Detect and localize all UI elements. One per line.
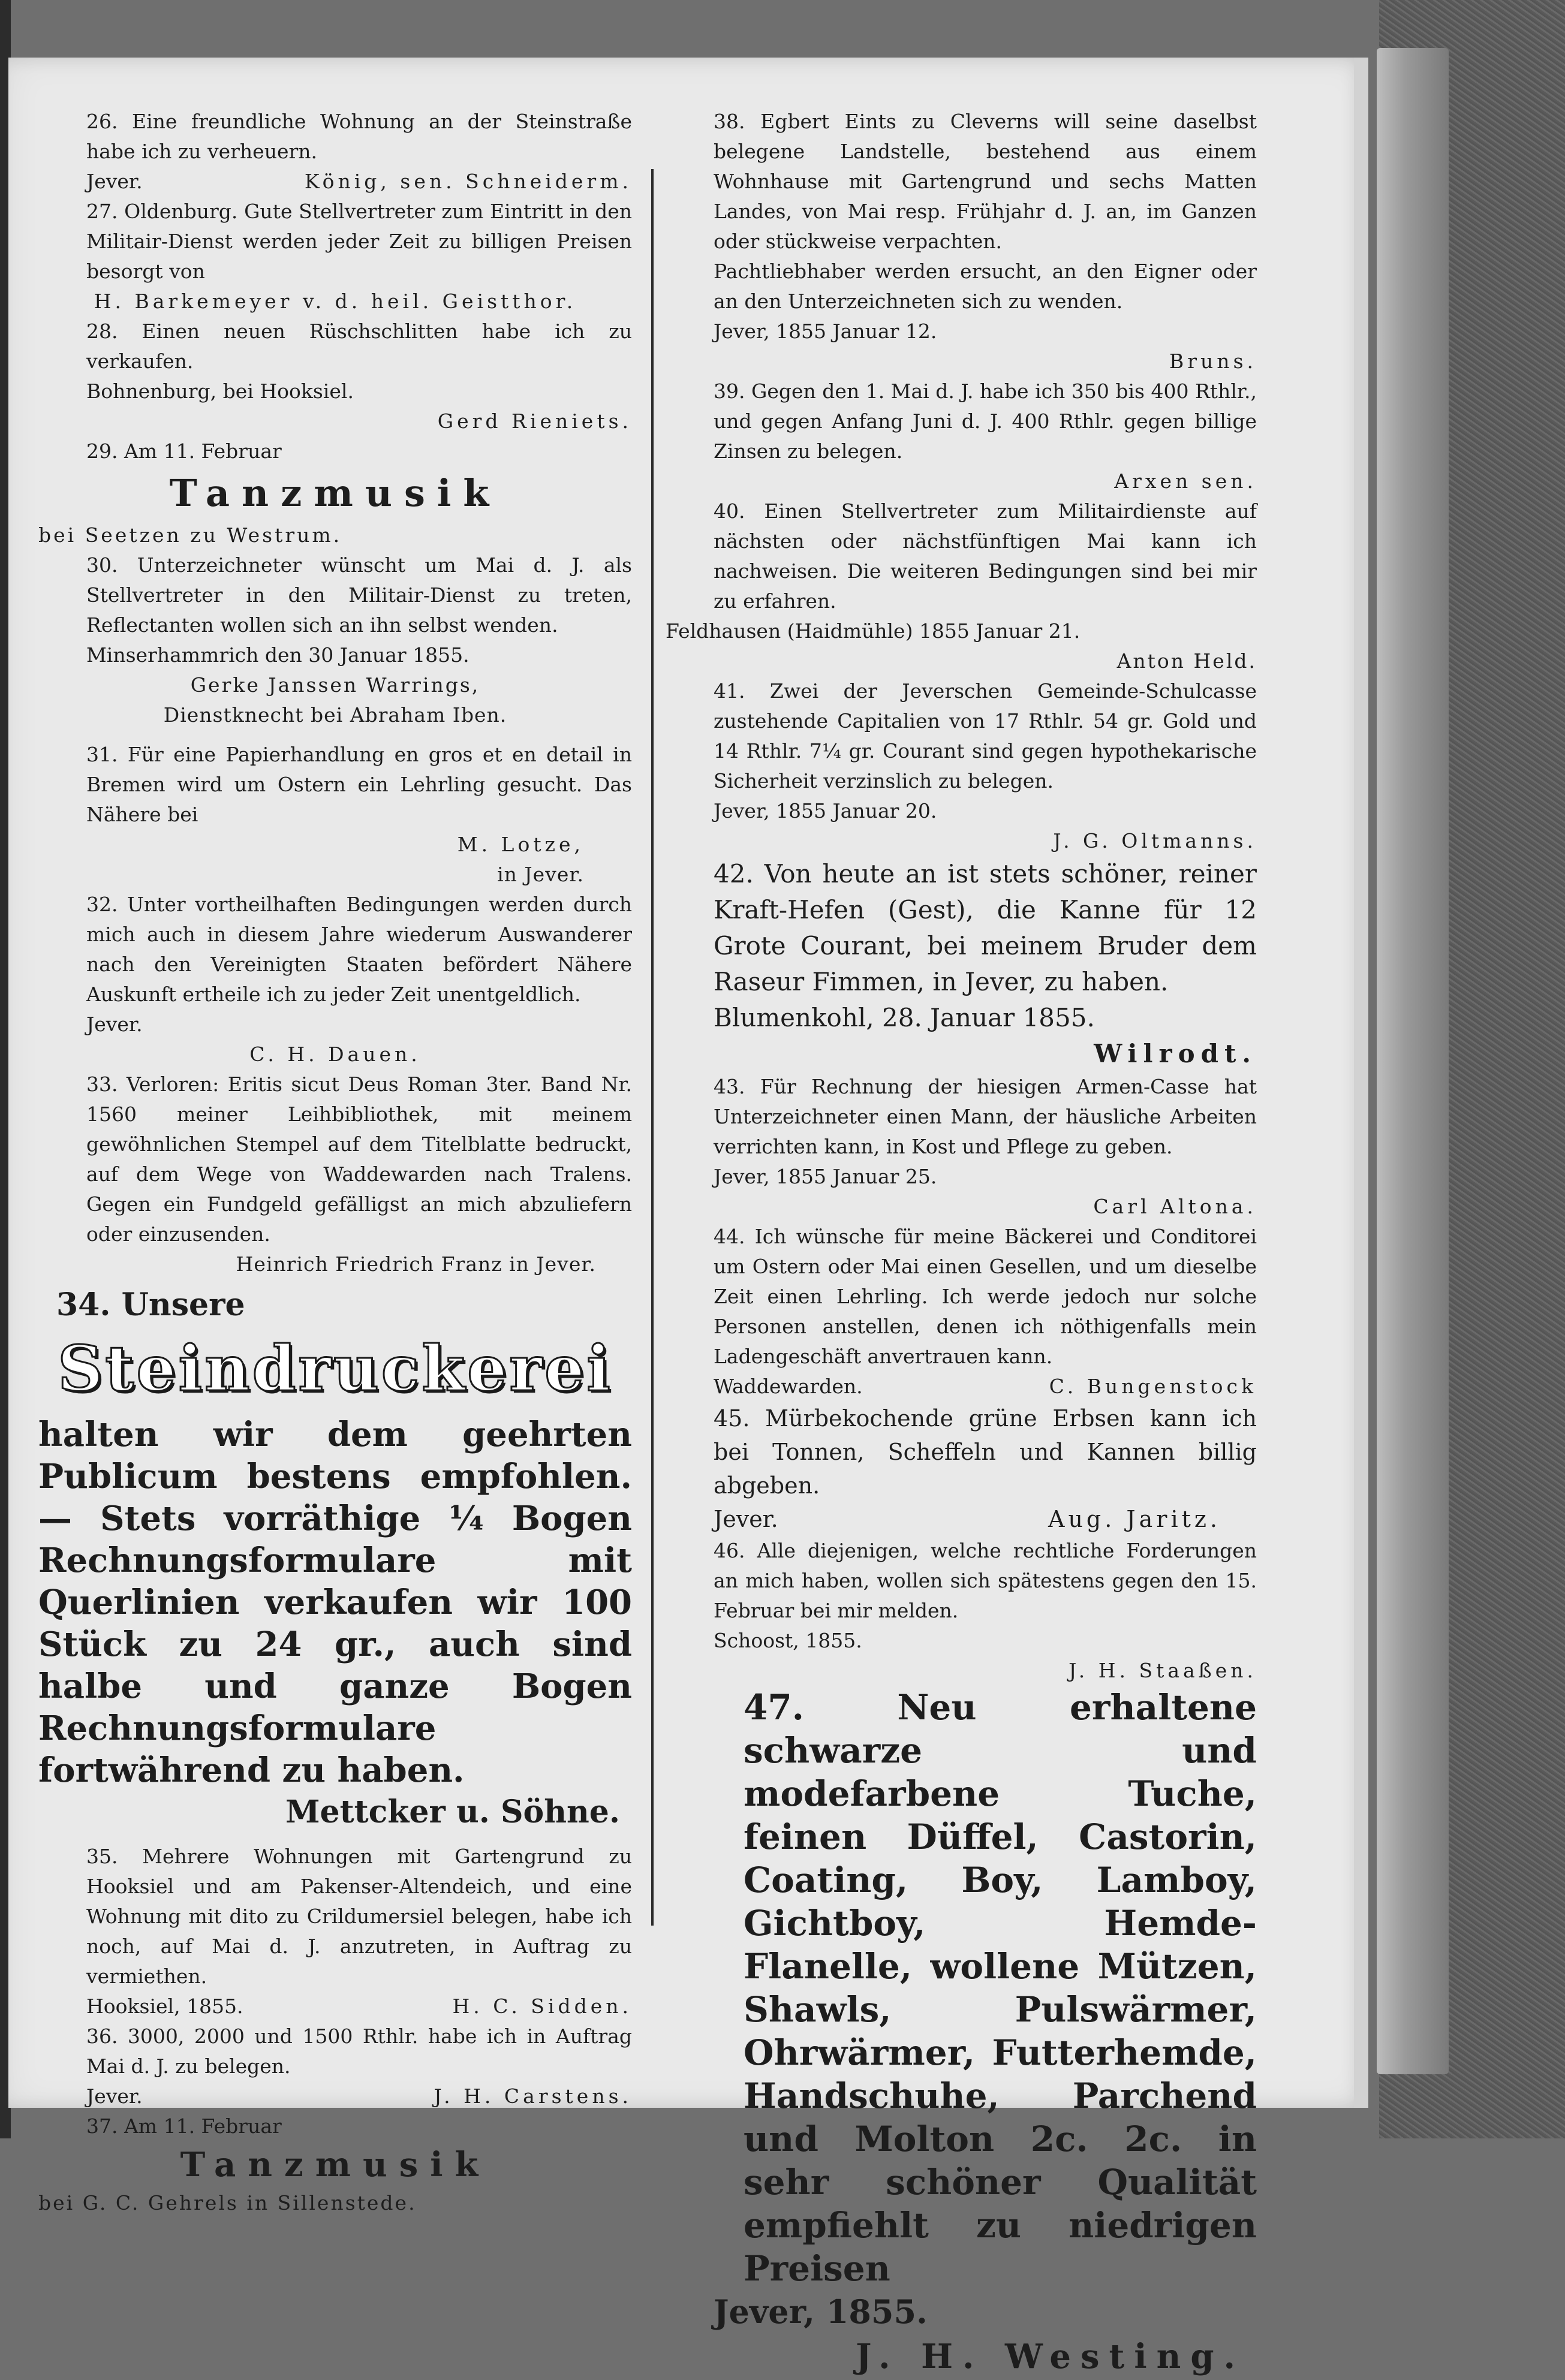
ad-37 (38, 2111, 632, 2218)
ad-42-text: 42. Von heute an ist stets schöner, reiner Kraft-Hefen (Gest), die Kanne für 12 Grote Courant, bei meinem Bruder dem Raseur Fimmen, in Jever, zu haben. (714, 859, 1257, 996)
ad-32-signature: C. H. Dauen. (249, 1043, 421, 1066)
ad-28-place: Bohnenburg, bei Hooksiel. (86, 379, 354, 403)
ad-43 (666, 1072, 1257, 1222)
ad-43-place: Jever, 1855 Januar 25. (714, 1165, 937, 1188)
right-column (666, 107, 1257, 2380)
ad-26-text: 26. Eine freundliche Wohnung an der Steinstraße habe ich zu verheuern. (86, 110, 632, 163)
ad-41-place: Jever, 1855 Januar 20. (714, 799, 937, 823)
ad-35-place: Hooksiel, 1855. (86, 1995, 243, 2018)
ad-46-text: 46. Alle diejenigen, welche rechtliche Forderungen an mich haben, wollen sich spätestens gegen den 15. Februar bei mir melden. (714, 1539, 1257, 1622)
ad-31-text: 31. Für eine Papierhandlung en gros et en detail in Bremen wird um Ostern ein Lehrling gesucht. Das Nähere bei (86, 743, 632, 826)
ad-27-text: 27. Oldenburg. Gute Stellvertreter zum Eintritt in den Militair-Dienst werden jeder Zeit zu billigen Preisen besorgt von (86, 200, 632, 283)
ad-38-place: Jever, 1855 Januar 12. (714, 320, 937, 343)
ad-45-text: 45. Mürbekochende grüne Erbsen kann ich bei Tonnen, Scheffeln und Kannen billig abgeben. (714, 1405, 1257, 1499)
ad-27 (38, 197, 632, 317)
ad-34-text: halten wir dem geehrten Publicum bestens empfohlen. — Stets vorräthige ¼ Bogen Rechnungsformulare mit Querlinien verkaufen wir 100 Stück zu 24 gr., auch sind halbe und ganze Bogen Rechnungsformulare fortwährend zu haben. (38, 1415, 632, 1790)
ad-47-text: 47. Neu erhaltene schwarze und modefarbene Tuche, feinen Düffel, Castorin, Coating, Boy, Lamboy, Gichtboy, Hemde-Flanelle, wollene Mützen, Shawls, Pulswärmer, Ohrwärmer, Futterhemde, Handschuhe, Parchend und Molton 2c. 2c. in sehr schöner Qualität empfiehlt zu niedrigen Preisen (744, 1687, 1257, 2289)
ad-44-text: 44. Ich wünsche für meine Bäckerei und Conditorei um Ostern oder Mai einen Gesellen, und um dieselbe Zeit einen Lehrling. Ich werde jedoch nur solche Personen anstellen, denen ich nöthigenfalls mein Ladengeschäft anvertrauen kann. (714, 1225, 1257, 1368)
ad-38-signature: Bruns. (1169, 350, 1257, 373)
ad-39-text: 39. Gegen den 1. Mai d. J. habe ich 350 bis 400 Rthlr., und gegen Anfang Juni d. J. 400 Rthlr. gegen billige Zinsen zu belegen. (714, 379, 1257, 463)
ad-47-signature: J. H. Westing. (855, 2337, 1245, 2376)
ad-45 (666, 1402, 1257, 1536)
ad-45-place: Jever. (714, 1506, 778, 1532)
ad-47 (666, 1686, 1257, 2380)
ad-34-signature: Mettcker u. Söhne. (285, 1794, 620, 1830)
ad-29-location: bei Seetzen zu Westrum. (38, 523, 342, 547)
ad-40-place: Feldhausen (Haidmühle) 1855 Januar 21. (666, 619, 1081, 643)
ad-42-signature: Wilrodt. (1094, 1039, 1257, 1068)
ad-40-signature: Anton Held. (1116, 649, 1257, 673)
ad-41 (666, 676, 1257, 856)
ad-46-place: Schoost, 1855. (714, 1629, 862, 1652)
page-edge (1354, 58, 1368, 2108)
ad-34-title: Steindruckerei (58, 1331, 613, 1405)
ad-26-place: Jever. (86, 170, 143, 193)
ad-30-place: Minserhammrich den 30 Januar 1855. (86, 643, 469, 667)
ad-30-text: 30. Unterzeichneter wünscht um Mai d. J. als Stellvertreter in den Militair-Dienst zu treten, Reflectanten wollen sich an ihn selbst wenden. (86, 553, 632, 637)
ad-42 (666, 856, 1257, 1072)
ad-31-signature-name: M. Lotze, (457, 833, 584, 856)
ad-30-signature-name: Gerke Janssen Warrings, (190, 673, 480, 697)
ad-37-location: bei G. C. Gehrels in Sillenstede. (38, 2191, 417, 2215)
column-rule (651, 169, 654, 1926)
ad-44-signature: C. Bungenstock (1049, 1375, 1257, 1398)
ad-35 (38, 1842, 632, 2022)
ad-33-signature: Heinrich Friedrich Franz in Jever. (236, 1252, 596, 1276)
ad-46 (666, 1536, 1257, 1686)
ad-35-signature: H. C. Sidden. (452, 1995, 632, 2018)
ad-47-place: Jever, 1855. (714, 2292, 928, 2331)
ad-31 (38, 740, 632, 890)
ad-29-title: Tanzmusik (169, 471, 501, 515)
ad-29 (38, 436, 632, 550)
ad-34 (38, 1284, 632, 1833)
ad-33 (38, 1070, 632, 1279)
ad-26 (38, 107, 632, 197)
ad-44 (666, 1222, 1257, 1402)
spacer (38, 730, 632, 740)
ad-37-title: Tanzmusik (180, 2145, 490, 2185)
ad-30-signature-role: Dienstknecht bei Abraham Iben. (163, 703, 507, 727)
ad-39 (666, 376, 1257, 496)
ad-35-text: 35. Mehrere Wohnungen mit Gartengrund zu Hooksiel und am Pakenser-Altendeich, und eine Wohnung mit dito zu Crildumersiel belegen, habe ich noch, auf Mai d. J. anzutreten, in Auftrag zu vermiethen. (86, 1845, 632, 1988)
ad-36-text: 36. 3000, 2000 und 1500 Rthlr. habe ich in Auftrag Mai d. J. zu belegen. (86, 2024, 632, 2078)
ad-28-signature: Gerd Rieniets. (437, 409, 632, 433)
ad-28 (38, 317, 632, 436)
ad-40-text: 40. Einen Stellvertreter zum Militairdienste auf nächsten oder nächstfünftigen Mai kann ich nachweisen. Die weiteren Bedingungen sind bei mir zu erfahren. (714, 499, 1257, 613)
ad-32-place: Jever. (86, 1013, 143, 1036)
ad-27-signature: H. Barkemeyer v. d. heil. Geistthor. (94, 290, 577, 313)
ad-46-signature: J. H. Staaßen. (1069, 1659, 1257, 1682)
ad-42-place: Blumenkohl, 28. Januar 1855. (714, 1003, 1095, 1032)
book-binding-spine (1377, 48, 1449, 2074)
ad-36 (38, 2022, 632, 2111)
ad-45-signature: Aug. Jaritz. (1048, 1506, 1221, 1532)
ad-31-signature-place: in Jever. (497, 863, 584, 886)
ad-38-text: 38. Egbert Eints zu Cleverns will seine daselbst belegene Landstelle, bestehend aus einem Wohnhause mit Gartengrund und sechs Matten Landes, von Mai resp. Frühjahr d. J. an, im Ganzen oder stückweise verpachten. (714, 110, 1257, 253)
ad-41-text: 41. Zwei der Jeverschen Gemeinde-Schulcasse zustehende Capitalien von 17 Rthlr. 54 gr. Gold und 14 Rthlr. 7¼ gr. Courant sind gegen hypothekarische Sicherheit verzinslich zu belegen. (714, 679, 1257, 793)
ad-28-text: 28. Einen neuen Rüschschlitten habe ich zu verkaufen. (86, 320, 632, 373)
ad-34-heading: 34. Unsere (56, 1287, 245, 1323)
ad-36-signature: J. H. Carstens. (434, 2084, 632, 2108)
ad-32 (38, 890, 632, 1070)
ad-39-signature: Arxen sen. (1114, 469, 1257, 493)
ad-36-place: Jever. (86, 2084, 143, 2108)
ad-37-text: 37. Am 11. Februar (86, 2114, 282, 2138)
ad-44-place: Waddewarden. (714, 1375, 863, 1398)
ad-41-signature: J. G. Oltmanns. (1053, 829, 1257, 852)
ad-40 (666, 496, 1257, 676)
ad-43-text: 43. Für Rechnung der hiesigen Armen-Casse hat Unterzeichneter einen Mann, der häusliche Arbeiten verrichten kann, in Kost und Pflege zu geben. (714, 1075, 1257, 1158)
ad-32-text: 32. Unter vortheilhaften Bedingungen werden durch mich auch in diesem Jahre wiederum Auswanderer nach den Vereinigten Staaten befördert Nähere Auskunft ertheile ich zu jeder Zeit unentgeldlich. (86, 893, 632, 1006)
ad-30 (38, 550, 632, 730)
ad-38 (666, 107, 1257, 376)
left-column (38, 107, 632, 2218)
ad-26-signature: König, sen. Schneiderm. (304, 170, 632, 193)
ad-38-text-2: Pachtliebhaber werden ersucht, an den Eigner oder an den Unterzeichneten sich zu wenden. (714, 260, 1257, 313)
ad-29-text: 29. Am 11. Februar (86, 439, 282, 463)
ad-33-text: 33. Verloren: Eritis sicut Deus Roman 3ter. Band Nr. 1560 meiner Leihbibliothek, mit meinem gewöhnlichen Stempel auf dem Titelblatte bedruckt, auf dem Wege von Waddewarden nach Tralens. Gegen ein Fundgeld gefälligst an mich abzuliefern oder einzusenden. (86, 1072, 632, 1246)
ad-43-signature: Carl Altona. (1093, 1195, 1257, 1218)
